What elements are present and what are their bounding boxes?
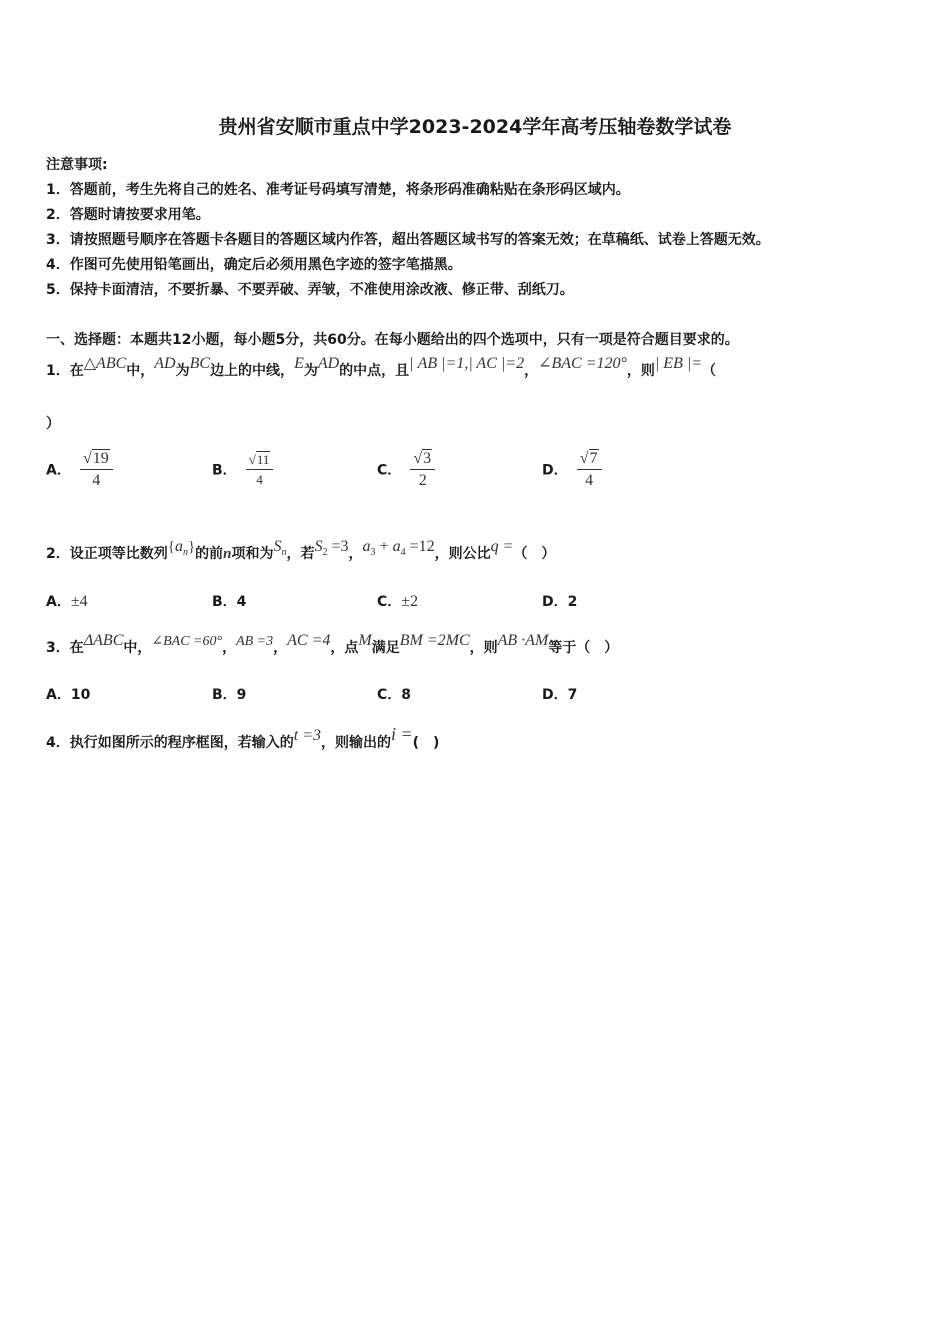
q1-option-a[interactable]: A． $\frac{√19}{4}$ <box>46 450 117 490</box>
q1-option-d[interactable]: D． $\frac{√7}{4}$ <box>542 450 606 490</box>
question-1: 1．在△ABC中，AD为BC边上的中线，E为AD的中点，且| AB |=1,| AC |=2，∠BAC =120°，则| EB |=（ <box>46 355 717 379</box>
note-item: 4．作图可先使用铅笔画出，确定后必须用黑色字迹的签字笔描黑。 <box>46 257 462 273</box>
question-4: 4．执行如图所示的程序框图，若输入的t =3，则输出的i =( ) <box>46 724 440 751</box>
note-item: 2．答题时请按要求用笔。 <box>46 207 210 223</box>
q2-option-a[interactable]: A．±4 <box>46 593 88 610</box>
q1-condition: | AB |=1,| AC |=2 <box>409 355 525 372</box>
q1-triangle: △ABC <box>83 355 127 372</box>
q3-option-b[interactable]: B．9 <box>212 687 247 703</box>
note-item: 1．答题前，考生先将自己的姓名、准考证号码填写清楚，将条形码准确粘贴在条形码区域内。 <box>46 182 630 198</box>
q1-option-c[interactable]: C． $\frac{√3}{2}$ <box>377 450 439 490</box>
q2-option-d[interactable]: D．2 <box>542 594 578 610</box>
q2-option-c[interactable]: C．±2 <box>377 593 419 610</box>
note-item: 3．请按照题号顺序在答题卡各题目的答题区域内作答，超出答题区域书写的答案无效；在草稿纸、试卷上答题无效。 <box>46 232 770 248</box>
notes-heading: 注意事项: <box>46 157 108 173</box>
page-title: 贵州省安顺市重点中学2023-2024学年高考压轴卷数学试卷 <box>218 116 732 138</box>
q2-option-b[interactable]: B．4 <box>212 594 247 610</box>
q3-option-a[interactable]: A．10 <box>46 687 91 703</box>
q1-option-b[interactable]: B． $\frac{√11}{4}$ <box>212 452 277 488</box>
question-3: 3．在ΔABC中，∠BAC =60°，AB =3，AC =4，点M满足BM =2MC，则AB ·AM等于（ ） <box>46 632 619 656</box>
q1-number: 1．在 <box>46 363 84 379</box>
q3-option-c[interactable]: C．8 <box>377 687 412 703</box>
section-heading: 一、选择题：本题共12小题，每小题5分，共60分。在每小题给出的四个选项中，只有一项是符合题目要求的。 <box>46 332 739 348</box>
q1-target: | EB |= <box>654 355 703 372</box>
q1-paren-close: ） <box>46 416 60 432</box>
note-item: 5．保持卡面清洁，不要折暴、不要弄破、弄皱，不准使用涂改液、修正带、刮纸刀。 <box>46 282 574 298</box>
q1-angle: ∠BAC =120° <box>538 355 627 372</box>
q3-option-d[interactable]: D．7 <box>542 687 578 703</box>
question-2: 2．设正项等比数列$\{a_n\}$的前n项和为$S_n$，若$S_2 =3$，$a_3 + a_4 =12$，则公比q =（ ） <box>46 538 556 562</box>
